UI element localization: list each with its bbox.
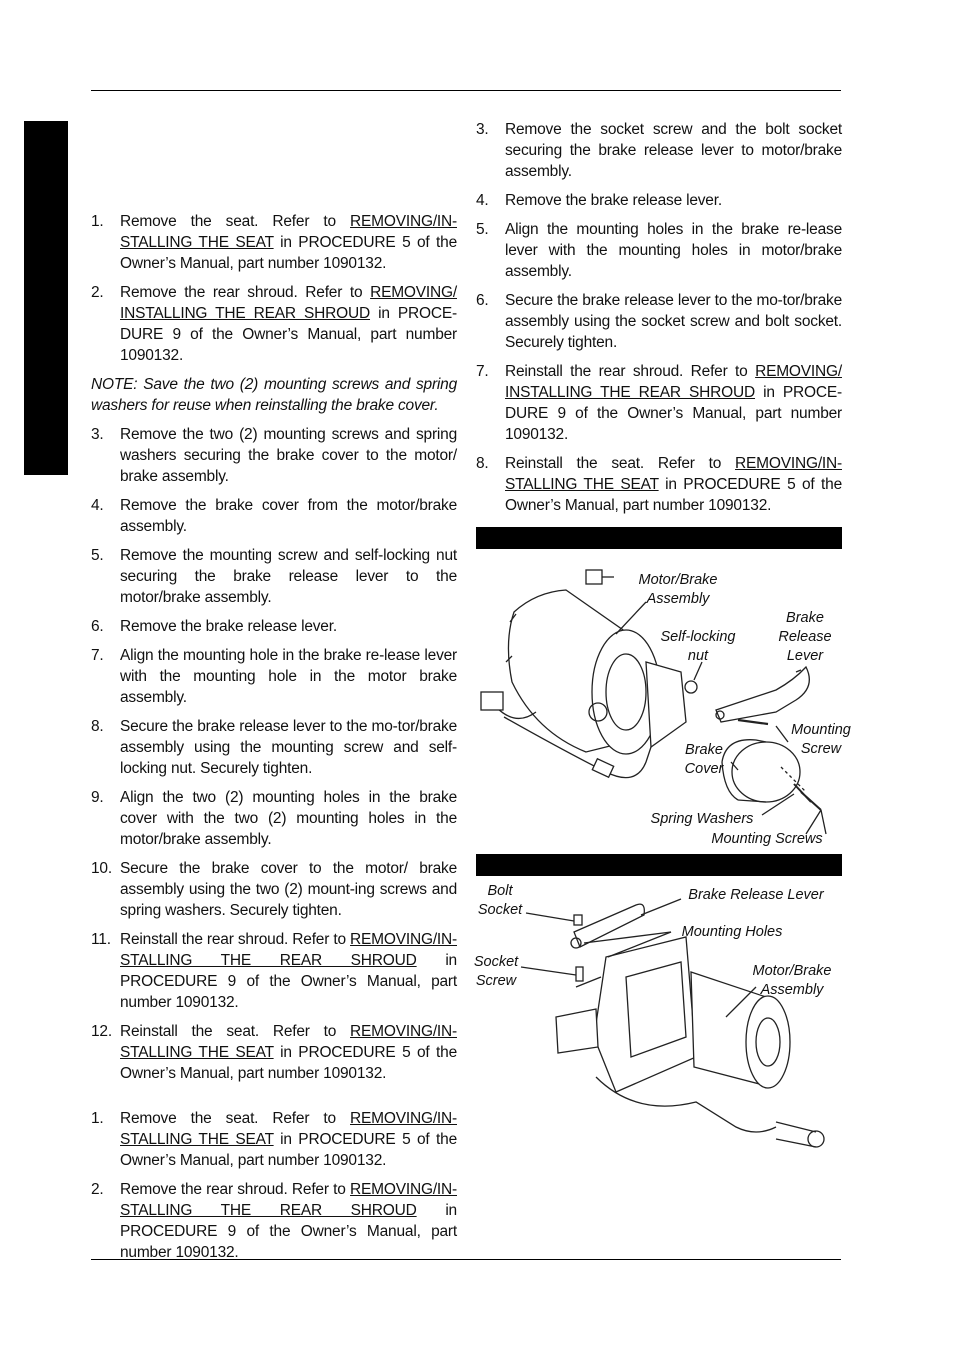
procedure-reference: REMOVING/IN-STALLING THE SEAT: [505, 455, 842, 493]
step-text-part: Reinstall the rear shroud. Refer to: [120, 931, 351, 948]
step-number: 10.: [91, 860, 112, 877]
procedure-reference: REMOVING/ INSTALLING THE REAR SHROUD: [505, 363, 842, 401]
procedure-reference: REMOVING/IN-STALLING THE SEAT: [120, 1110, 457, 1148]
list-item: [476, 361, 842, 445]
step-text: [505, 453, 842, 516]
step-text: [120, 929, 457, 1013]
label-mounting-screw: Mounting Screw: [791, 722, 851, 757]
step-number: 5.: [476, 221, 489, 238]
step-number: 3.: [476, 121, 489, 138]
right-column: [476, 119, 842, 524]
step-number: 3.: [91, 426, 104, 443]
list-item: [91, 545, 457, 608]
label-mounting-screws: Mounting Screws: [711, 831, 823, 847]
step-text-part: Reinstall the rear shroud. Refer to: [505, 363, 756, 380]
step-text-part: Remove the brake release lever.: [120, 618, 337, 635]
step-text: [120, 716, 457, 779]
step-text-part: in PROCEDURE 9 of the Owner’s Manual, part number 1090132.: [120, 1202, 457, 1261]
step-number: 12.: [91, 1023, 112, 1040]
step-text: [505, 290, 842, 353]
step-number: 5.: [91, 547, 104, 564]
list-item: [476, 119, 842, 182]
procedure-reference: REMOVING/ INSTALLING THE REAR SHROUD: [120, 284, 457, 322]
label-brake-release-lever: Brake Release Lever: [778, 610, 832, 664]
figure-2-illustration: [476, 877, 842, 1177]
step-text-part: in PROCEDURE 5 of the Owner’s Manual, part number 1090132.: [505, 476, 842, 514]
step-text: [120, 1108, 457, 1171]
label-mounting-holes: Mounting Holes: [681, 924, 783, 940]
list-item: [91, 787, 457, 850]
list-item: [476, 190, 842, 211]
list-item: [91, 716, 457, 779]
left-column: [91, 211, 457, 1092]
step-text-part: Align the mounting holes in the brake re-lease lever with the mounting holes in motor/brake assembly.: [505, 221, 842, 280]
label-bolt-socket: Bolt Socket: [477, 883, 523, 918]
step-text-part: Align the mounting hole in the brake re-lease lever with the mounting hole in the motor brake assembly.: [120, 647, 457, 706]
step-text: [120, 616, 457, 637]
step-text: [120, 545, 457, 608]
step-text-part: Remove the seat. Refer to: [120, 1110, 351, 1127]
step-text-part: Remove the brake cover from the motor/brake assembly.: [120, 497, 457, 535]
steps-list-a: [91, 211, 457, 366]
steps-list-right: [476, 119, 842, 516]
figure-2-title-bar: [476, 854, 842, 876]
step-text-part: in PROCE-DURE 9 of the Owner’s Manual, part number 1090132.: [120, 305, 457, 364]
label-brake-cover: Brake Cover: [684, 742, 724, 777]
section-tab: [24, 121, 68, 475]
step-number: 11.: [91, 931, 111, 948]
label-spring-washers: Spring Washers: [650, 811, 754, 827]
step-text-part: Remove the socket screw and the bolt socket securing the brake release lever to motor/brake assembly.: [505, 121, 842, 180]
procedure-reference: REMOVING/IN-STALLING THE SEAT: [120, 1023, 457, 1061]
list-item: [91, 495, 457, 537]
step-text-part: Reinstall the seat. Refer to: [505, 455, 736, 472]
step-number: 6.: [476, 292, 489, 309]
step-text: [120, 211, 457, 274]
step-text: [505, 219, 842, 282]
list-item: [91, 645, 457, 708]
top-rule: [91, 90, 841, 91]
steps-list-b: [91, 424, 457, 1084]
step-text: [120, 495, 457, 537]
step-text: [505, 119, 842, 182]
step-text-part: Secure the brake cover to the motor/ brake assembly using the two (2) mount-ing screws and spring washers. Securely tighten.: [120, 860, 457, 919]
list-item: [476, 219, 842, 282]
step-text: [120, 858, 457, 921]
list-item: [91, 929, 457, 1013]
step-text-part: Remove the rear shroud. Refer to: [120, 1181, 351, 1198]
step-text-part: in PROCE-DURE 9 of the Owner’s Manual, part number 1090132.: [505, 384, 842, 443]
step-number: 9.: [91, 789, 104, 806]
step-number: 1.: [91, 1110, 104, 1127]
procedure-reference: REMOVING/IN-STALLING THE REAR SHROUD: [120, 931, 457, 969]
list-item: [476, 290, 842, 353]
list-item: [91, 858, 457, 921]
step-text-part: in PROCEDURE 9 of the Owner’s Manual, part number 1090132.: [120, 952, 457, 1011]
list-item: [91, 282, 457, 366]
step-text-part: Remove the rear shroud. Refer to: [120, 284, 371, 301]
step-number: 2.: [91, 284, 104, 301]
step-number: 2.: [91, 1181, 104, 1198]
step-text-part: in PROCEDURE 5 of the Owner’s Manual, part number 1090132.: [120, 234, 457, 272]
procedure-reference: REMOVING/IN-STALLING THE REAR SHROUD: [120, 1181, 457, 1219]
step-text-part: Remove the seat. Refer to: [120, 213, 351, 230]
label-socket-screw: Socket Screw: [473, 954, 519, 989]
step-text-part: Remove the two (2) mounting screws and spring washers securing the brake cover to the motor/ brake assembly.: [120, 426, 457, 485]
step-text-part: Reinstall the seat. Refer to: [120, 1023, 351, 1040]
list-item: [91, 211, 457, 274]
note: NOTE: Save the two (2) mounting screws and spring washers for reuse when reinstalling the brake cover.: [91, 376, 457, 414]
left-column-lower: [91, 1108, 457, 1271]
step-number: 7.: [476, 363, 489, 380]
label-motor-brake-assembly: Motor/Brake Assembly: [638, 572, 718, 607]
step-text: [120, 1021, 457, 1084]
step-number: 8.: [91, 718, 104, 735]
step-number: 6.: [91, 618, 104, 635]
list-item: [91, 424, 457, 487]
list-item: [476, 453, 842, 516]
step-text: [120, 282, 457, 366]
step-text-part: Remove the mounting screw and self-locking nut securing the brake release lever to the motor/brake assembly.: [120, 547, 457, 606]
label-brake-release-lever-2: Brake Release Lever: [688, 887, 824, 903]
step-text: [120, 787, 457, 850]
procedure-reference: REMOVING/IN-STALLING THE SEAT: [120, 213, 457, 251]
list-item: [91, 1021, 457, 1084]
step-number: 1.: [91, 213, 104, 230]
step-number: 8.: [476, 455, 489, 472]
label-self-locking-nut: Self-locking nut: [660, 629, 736, 664]
step-text-part: Secure the brake release lever to the mo-tor/brake assembly using the mounting screw and self-locking nut. Securely tighten.: [120, 718, 457, 777]
step-text: [505, 361, 842, 445]
step-number: 4.: [476, 192, 489, 209]
step-text-part: in PROCEDURE 5 of the Owner’s Manual, part number 1090132.: [120, 1044, 457, 1082]
step-text-part: Secure the brake release lever to the mo-tor/brake assembly using the socket screw and bolt socket. Securely tighten.: [505, 292, 842, 351]
step-number: 7.: [91, 647, 104, 664]
list-item: [91, 1108, 457, 1171]
step-text: [505, 190, 842, 211]
list-item: [91, 1179, 457, 1263]
steps-list-c: [91, 1108, 457, 1263]
step-text: [120, 424, 457, 487]
step-text-part: Remove the brake release lever.: [505, 192, 722, 209]
list-item: [91, 616, 457, 637]
step-text: [120, 645, 457, 708]
step-text-part: Align the two (2) mounting holes in the brake cover with the two (2) mounting holes in the motor/brake assembly.: [120, 789, 457, 848]
step-number: 4.: [91, 497, 104, 514]
step-text: [120, 1179, 457, 1263]
label-motor-brake-assembly-2: Motor/Brake Assembly: [752, 963, 832, 998]
step-text-part: in PROCEDURE 5 of the Owner’s Manual, part number 1090132.: [120, 1131, 457, 1169]
figure-1-title-bar: [476, 527, 842, 549]
